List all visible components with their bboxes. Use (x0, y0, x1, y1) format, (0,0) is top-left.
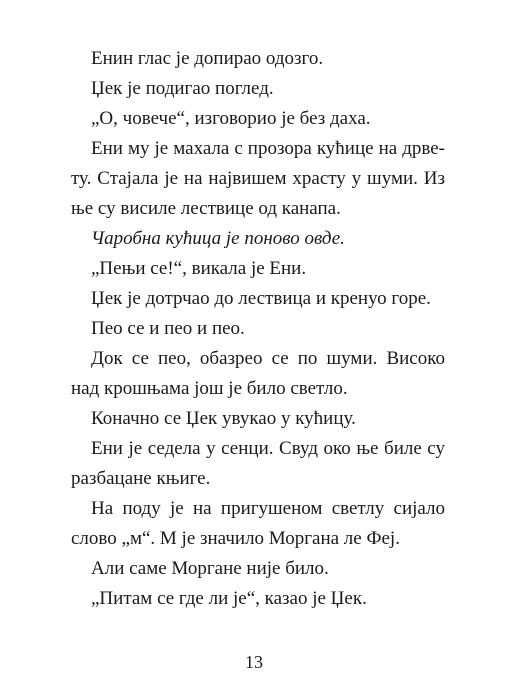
text-line: Коначно се Џек увукао у кућицу. (91, 408, 356, 429)
text-line: „Питам се где ли је“, казао је Џек. (91, 588, 367, 609)
text-line: Ени му је махала с прозора кућице на дрве- (91, 138, 445, 159)
text-line: Ени је седела у сенци. Свуд око ње биле су (91, 438, 445, 459)
text-line: Пео се и пео и пео. (91, 318, 245, 339)
text-line-italic: Чаробна кућица је поново овде. (91, 228, 345, 249)
text-line: над крошњама још је било светло. (71, 378, 348, 399)
text-line: ту. Стајала је на највишем храсту у шуми. Из (71, 168, 445, 189)
text-line: слово „м“. М је значило Моргана ле Феј. (71, 528, 400, 549)
text-line: Џек је дотрчао до лествица и кренуо горе. (91, 288, 431, 309)
text-line: Џек је подигао поглед. (91, 78, 274, 99)
text-line: На поду је на пригушеном светлу сијало (91, 498, 445, 519)
text-line: „Пењи се!“, викала је Ени. (91, 258, 307, 279)
text-line: „О, човече“, изговорио је без даха. (91, 108, 371, 129)
text-line: разбацане књиге. (71, 468, 211, 489)
text-line: ње су висиле лествице од канапа. (71, 198, 341, 219)
text-line: Енин глас је допирао одозго. (91, 48, 324, 69)
body-text (71, 44, 445, 614)
page-number: 13 (245, 652, 263, 672)
text-line: Док се пео, обазрео се по шуми. Високо (91, 348, 445, 369)
text-line: Али саме Моргане није било. (91, 558, 329, 579)
